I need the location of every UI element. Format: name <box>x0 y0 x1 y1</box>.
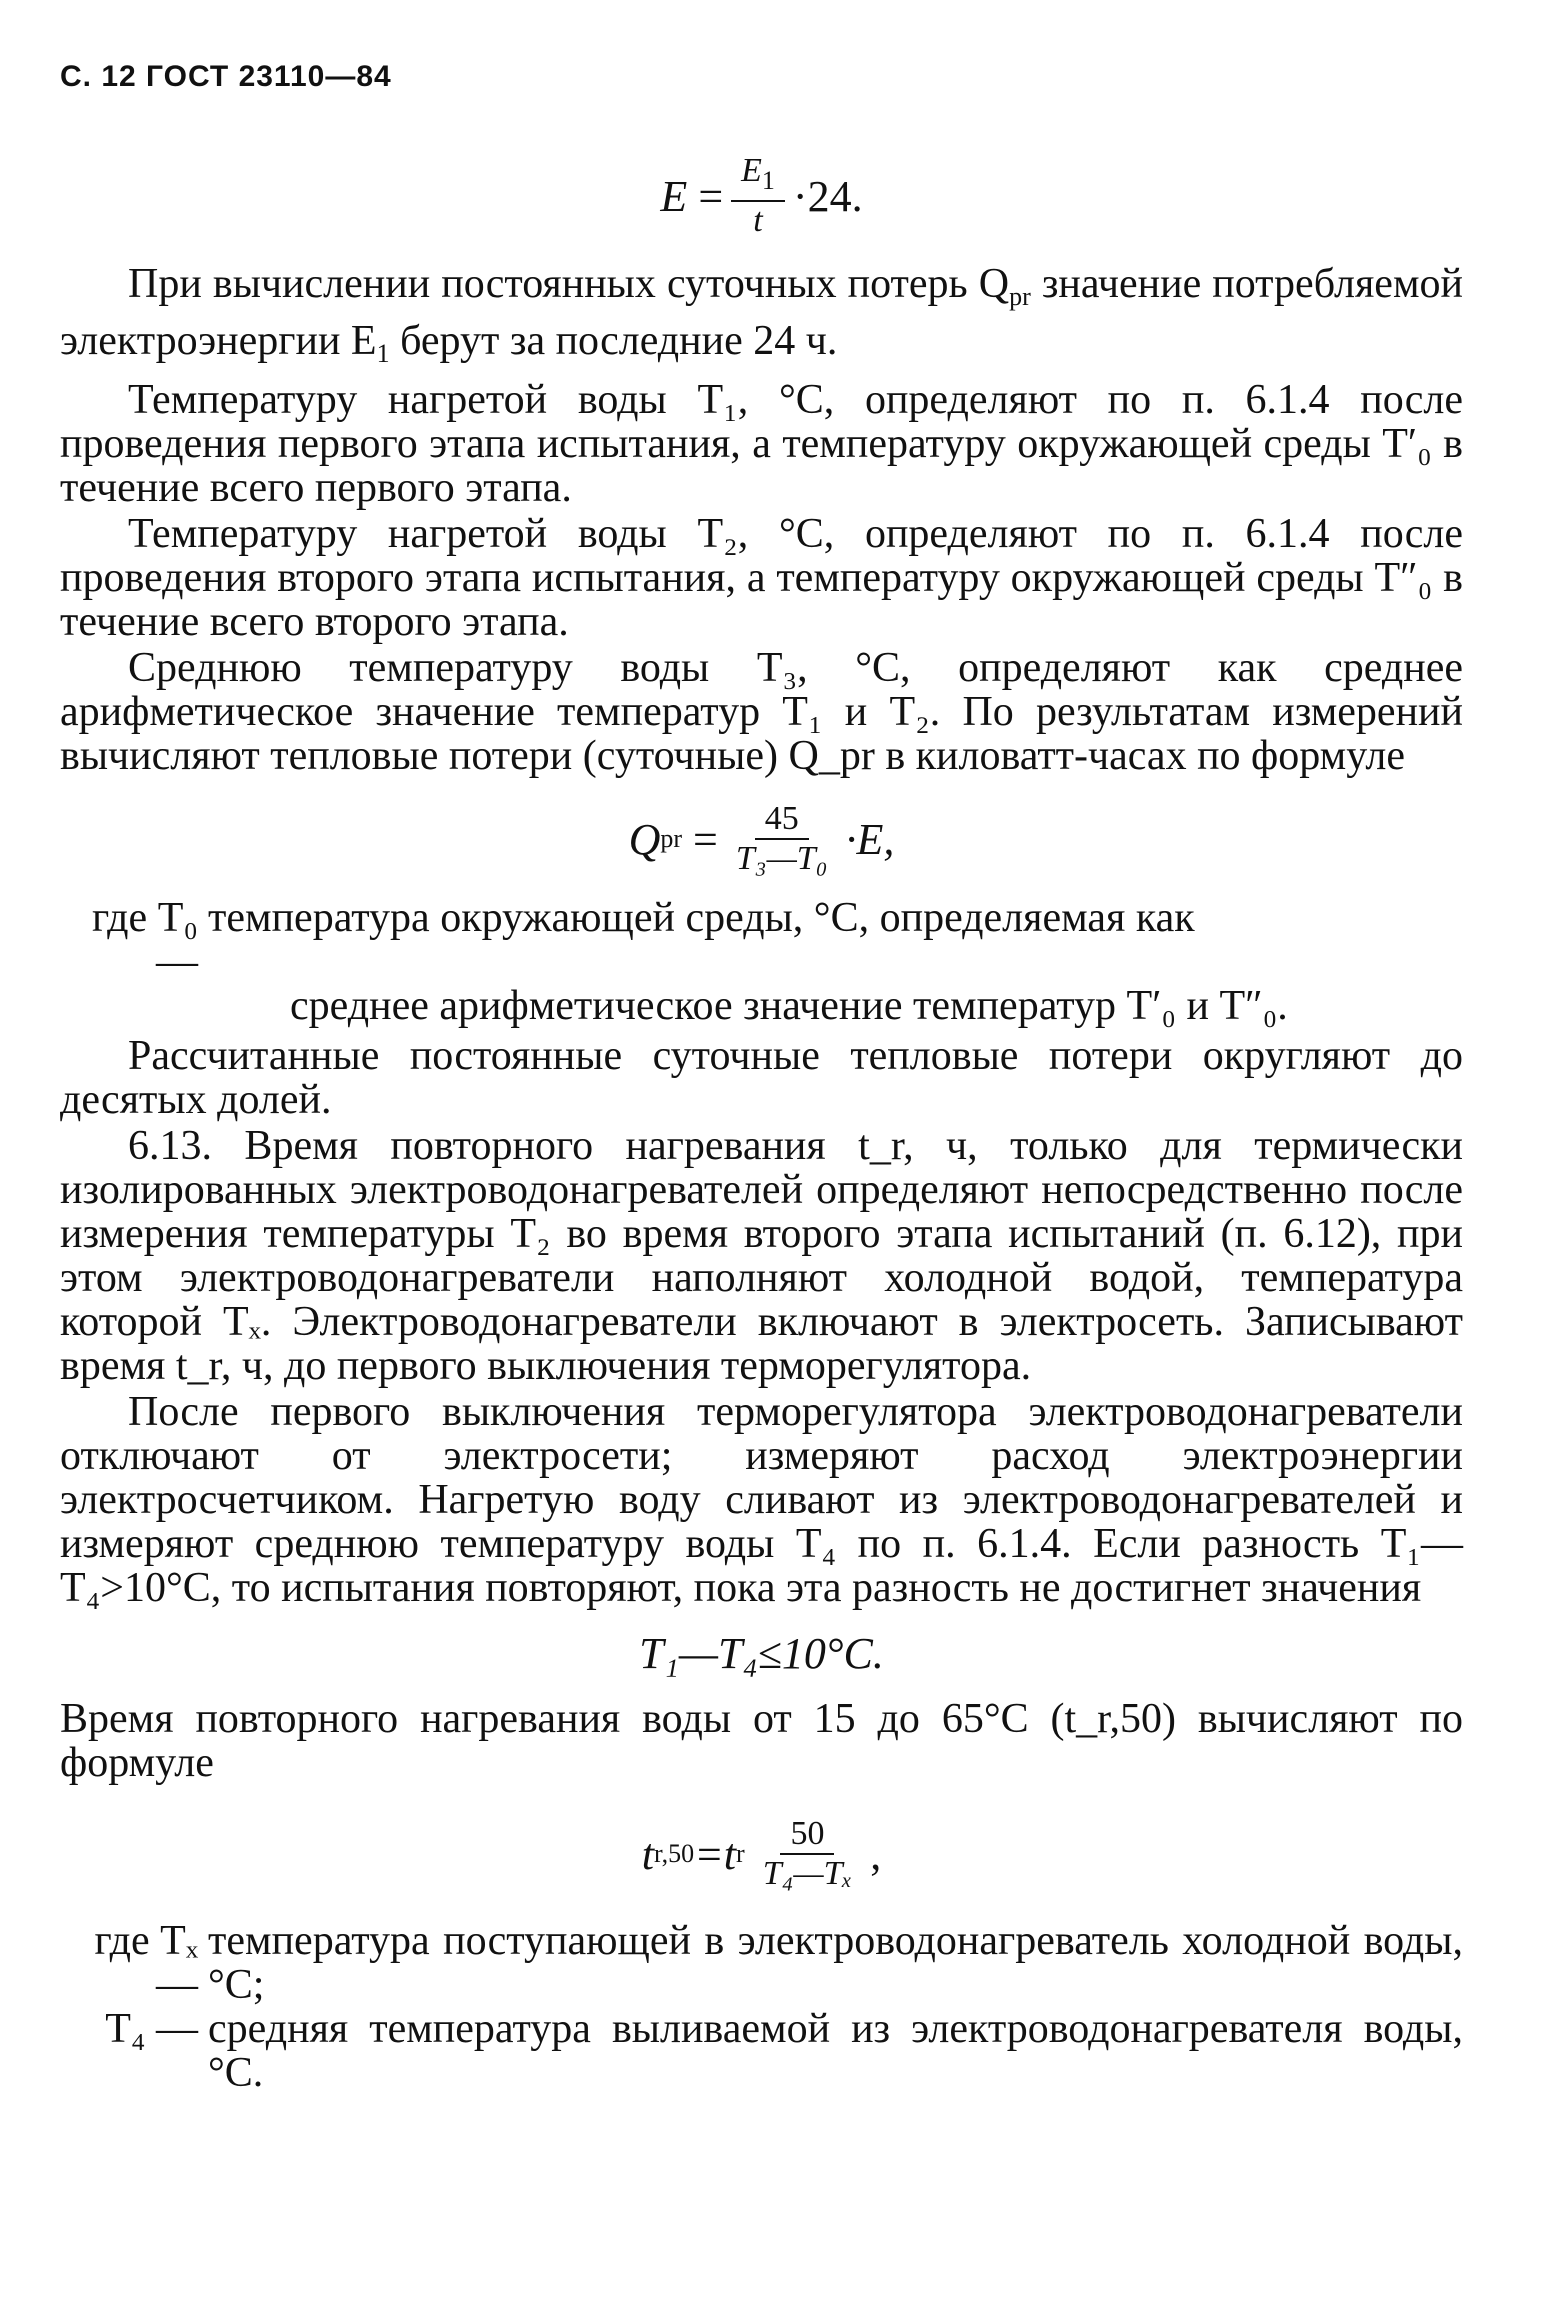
paragraph-rounding: Рассчитанные постоянные суточные тепловые потери округляют до десятых долей. <box>60 1033 1463 1123</box>
formula-qpr: Q pr = $\frac{45}{\text{T₃—T₀}}$ ·E, <box>628 800 895 877</box>
paragraph-after-off: После первого выключения терморегулятора электроводонагреватели отключают от электросети; измеряют расход электроэнергии электросчетчиком. Нагретую воду сливают из электроводонагревателей и измеряют среднюю температуру воды T₄ по п. 6.1.4. Если разность T₁—T₄>10°C, то испытания повторяют, пока эта разность не достигнет значения <box>60 1389 1463 1611</box>
formula-condition: T₁—T₄≤10°C. <box>639 1629 884 1678</box>
paragraph-constant-losses: При вычислении постоянных суточных потерь Qpr значение потребляемой электроэнергии E1 берут за последние 24 ч. <box>60 261 1463 368</box>
paragraph-6-13: 6.13. Время повторного нагревания t_r, ч, только для термически изолированных электроводонагревателей определяют непосредственно после измерения температуры T₂ во время второго этапа испытаний (п. 6.12), при этом электроводонагреватели наполняют холодной водой, температура которой Tₓ. Электроводонагреватели включают в электросеть. Записывают время t_r, ч, до первого выключения терморегулятора. <box>60 1123 1463 1389</box>
where-tx: где Tₓ — температура поступающей в электроводонагреватель холодной воды, °C; <box>94 1918 1463 2008</box>
where-t0-cont: среднее арифметическое значение температур T′₀ и T″₀. <box>290 983 1288 1029</box>
formula-tr50: t r,50 =t r $\frac{50}{\text{T₄—Tₓ}}$ , <box>641 1815 882 1892</box>
where-t0: где T₀ — температура окружающей среды, °C, определяемая как <box>92 895 1195 985</box>
page-header: С. 12 ГОСТ 23110—84 <box>60 60 392 93</box>
paragraph-t3: Среднюю температуру воды T₃, °C, определяют как среднее арифметическое значение температур T₁ и T₂. По результатам измерений вычисляют тепловые потери (суточные) Q_pr в киловатт-часах по формуле <box>60 645 1463 779</box>
formula-e: E = $\frac{E_1}{t}$ ·24. <box>660 152 863 239</box>
where-t4: T₄ — средняя температура выливаемой из электроводонагревателя воды, °C. <box>105 2006 1463 2096</box>
paragraph-reheat-time: Время повторного нагревания воды от 15 до 65°C (t_r,50) вычисляют по формуле <box>60 1696 1463 1786</box>
paragraph-t1: Температуру нагретой воды T₁, °C, определяют по п. 6.1.4 после проведения первого этапа испытания, а температуру окружающей среды T′₀ в течение всего первого этапа. <box>60 377 1463 511</box>
paragraph-t2: Температуру нагретой воды T₂, °C, определяют по п. 6.1.4 после проведения второго этапа испытания, а температуру окружающей среды T″₀ в течение всего второго этапа. <box>60 511 1463 645</box>
